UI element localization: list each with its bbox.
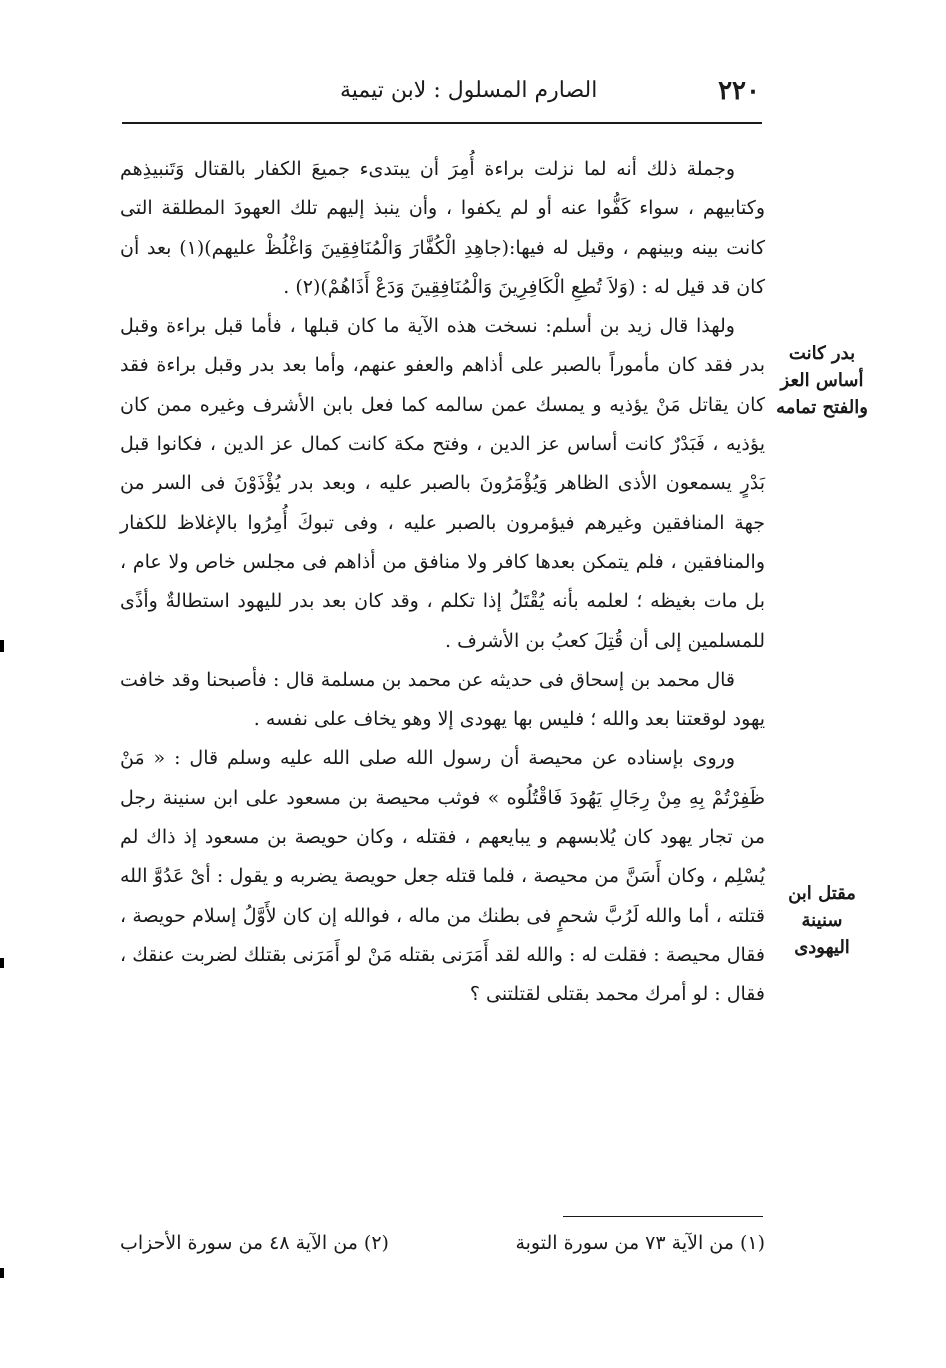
footnote-1: (١) من الآية ٧٣ من سورة التوبة (515, 1232, 765, 1254)
scan-mark (0, 958, 4, 968)
margin-note-killing: مقتل ابن سنينة اليهودى (788, 883, 856, 958)
running-title: الصارم المسلول : لابن تيمية (340, 78, 598, 103)
footnotes (120, 1232, 765, 1254)
main-text (120, 150, 765, 1015)
header-rule (122, 122, 762, 124)
scan-mark (0, 1268, 4, 1278)
footnote-rule (563, 1216, 763, 1217)
paragraph-2: ولهذا قال زيد بن أسلم: نسخت هذه الآية ما كان قبلها ، فأما قبل براءة وقبل بدر فقد كان مأموراً بالصبر على أذاهم والعفو عنهم، وأما بعد بدر وقبل براءة فقد كان يقاتل مَنْ يؤذيه و يمسك عمن سالمه كما فعل بابن الأشرف وغيره ممن كان يؤذيه ، فَبَدْرٌ كانت أساس عز الدين ، وفتح مكة كانت كمال عز الدين ، فكانوا قبل بَدْرٍ يسمعون الأذى الظاهر وَيُؤْمَرُونَ بالصبر عليه ، وبعد بدر يُؤْذَوْنَ فى السر من جهة المنافقين وغيرهم فيؤمرون بالصبر عليه ، وفى تبوكَ أُمِرُوا بالإغلاظ للكفار والمنافقين ، فلم يتمكن بعدها كافر ولا منافق من أذاهم فى مجلس خاص ولا عام ، بل مات بغيظه ؛ لعلمه بأنه يُقْتَلُ إذا تكلم ، وقد كان بعد بدر لليهود استطالةٌ وأذًى للمسلمين إلى أن قُتِلَ كعبُ بن الأشرف . (120, 315, 765, 652)
page-header (120, 70, 760, 118)
paragraph-1: وجملة ذلك أنه لما نزلت براءة أُمِرَ أن يبتدىء جميعَ الكفار بالقتال وَتَنبيذِهم وكتابيهم ، سواء كَفُّوا عنه أو لم يكفوا ، وأن ينبذ إليهم تلك العهودَ المطلقة التى كانت بينه وبينهم ، وقيل له فيها:(جاهِدِ الْكُفَّارَ وَالْمُنَافِقِينَ وَاغْلُظْ عليهم)(١) بعد أن كان قد قيل له : (وَلاَ تُطِعِ الْكَافِرِينَ وَالْمُنَافِقِينَ وَدَعْ أَذَاهُمْ)(٢) . (120, 158, 765, 298)
page-number: ٢٢٠ (718, 76, 760, 106)
scan-mark (0, 640, 4, 652)
paragraph-3: قال محمد بن إسحاق فى حديثه عن محمد بن مسلمة قال : فأصبحنا وقد خافت يهود لوقعتنا بعد والله ؛ فليس بها يهودى إلا وهو يخاف على نفسه . (120, 668, 765, 731)
paragraph-4: وروى بإسناده عن محيصة أن رسول الله صلى الله عليه وسلم قال : « مَنْ ظَفِرْتُمْ بِهِ مِنْ رِجَالِ يَهُودَ فَاقْتُلُوه » فوثب محيصة بن مسعود على ابن سنينة رجل من تجار يهود كان يُلابسهم و يبايعهم ، فقتله ، وكان حويصة بن مسعود إذ ذاك لم يُسْلِم ، وكان أَسَنَّ من محيصة ، فلما قتله جعل حويصة يضربه و يقول : أىْ عَدُوَّ الله قتلته ، أما والله لَرُبَّ شحمٍ فى بطنك من ماله ، فوالله إن كان لأَوَّلُ إسلام حويصة ، فقال محيصة : فقلت له : والله لقد أَمَرَنى بقتله مَنْ لو أَمَرَنى بقتلك لضربت عنقك ، فقال : لو أمرك محمد بقتلى لقتلتنى ؟ (120, 747, 765, 1006)
margin-note-badr: بدر كانت أساس العز والفتح تمامه (776, 343, 868, 418)
footnote-2: (٢) من الآية ٤٨ من سورة الأحزاب (120, 1232, 389, 1254)
